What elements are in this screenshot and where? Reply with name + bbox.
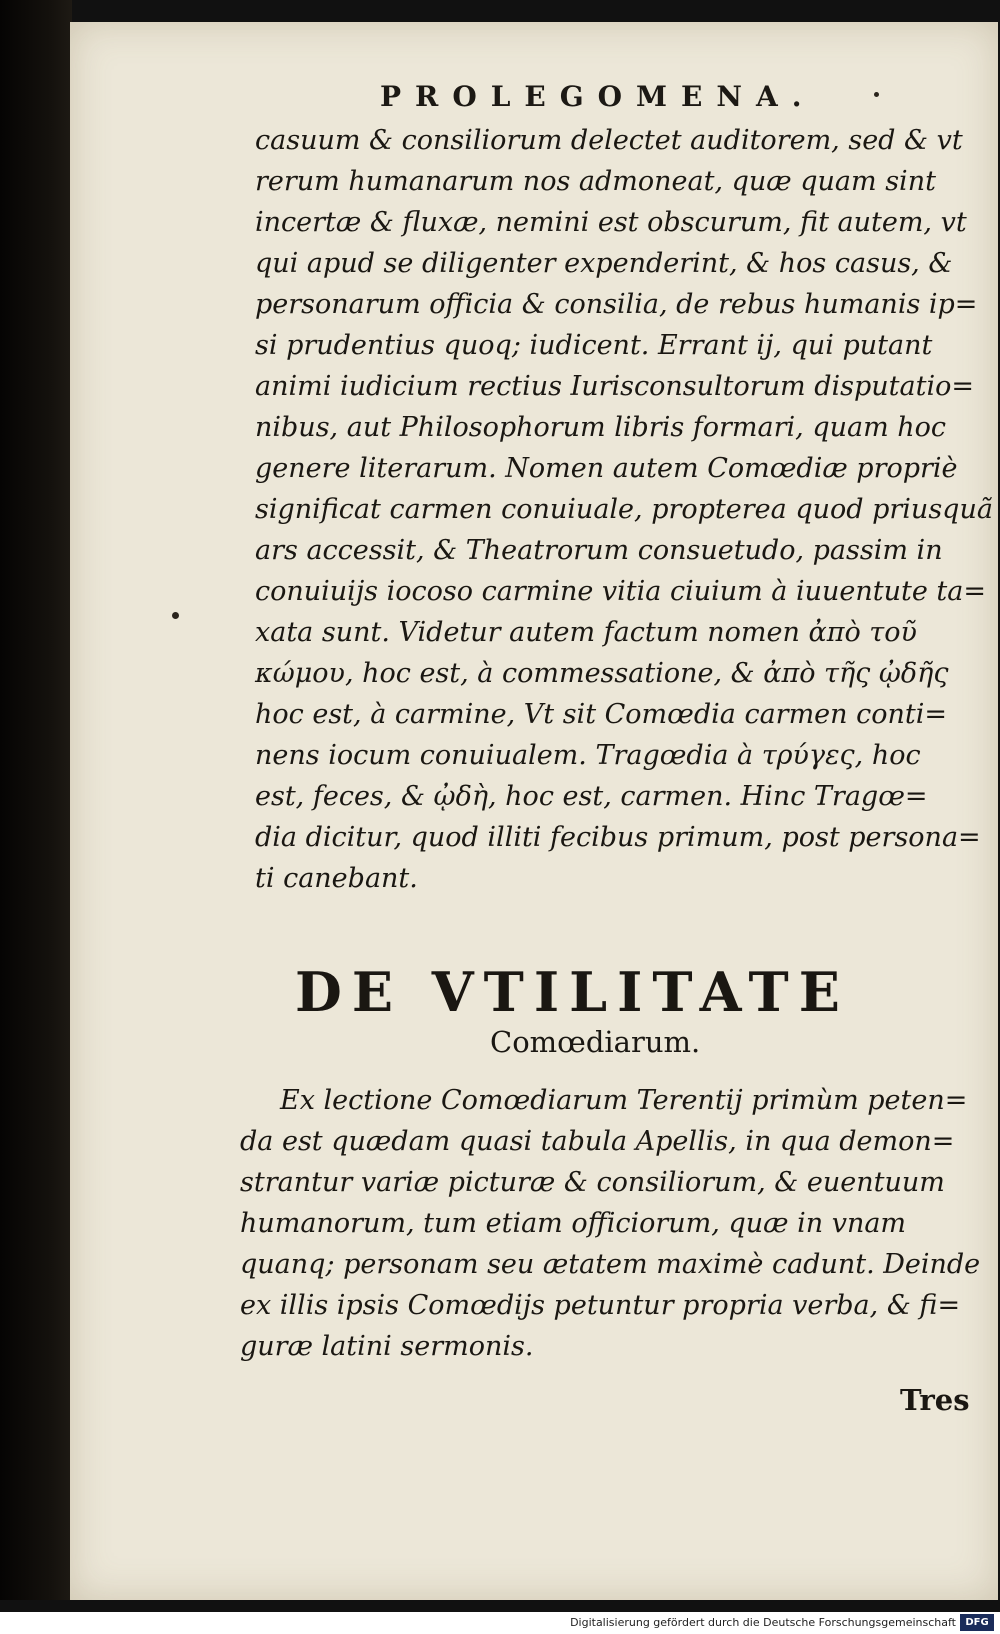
dfg-logo: DFG (960, 1614, 994, 1631)
text-line: qui apud se diligenter expenderint, & hos casus, & (255, 248, 953, 279)
text-line: nibus, aut Philosophorum libris formari, quam hoc (255, 412, 947, 443)
text-line: casuum & consiliorum delectet auditorem, sed & vt (255, 125, 963, 156)
text-line: incertæ & fluxæ, nemini est obscurum, fit autem, vt (255, 207, 967, 238)
text-line: da est quædam quasi tabula Apellis, in qua demon= (240, 1126, 955, 1157)
text-line: nens iocum conuiualem. Tragœdia à τρύγες, hoc (255, 740, 921, 771)
text-line: personarum officia & consilia, de rebus humanis ip= (255, 289, 978, 320)
text-line: ex illis ipsis Comœdijs petuntur propria verba, & fi= (240, 1290, 961, 1321)
text-line: dia dicitur, quod illiti fecibus primum, post persona= (255, 822, 981, 853)
text-line: κώμου, hoc est, à commessatione, & ἀπὸ τῆς ᾠδῆς (255, 658, 949, 689)
text-line: hoc est, à carmine, Vt sit Comœdia carmen conti= (255, 699, 947, 730)
text-line: quanq; personam seu ætatem maximè cadunt. Deinde (240, 1249, 981, 1280)
section-subheading: Comœdiarum. (490, 1025, 701, 1059)
text-line: rerum humanarum nos admoneat, quæ quam sint (255, 166, 936, 197)
running-head: PROLEGOMENA. (380, 80, 816, 113)
text-line: est, feces, & ᾠδὴ, hoc est, carmen. Hinc Tragœ= (255, 781, 928, 812)
catchword: Tres (900, 1383, 970, 1417)
text-line: humanorum, tum etiam officiorum, quæ in vnam (240, 1208, 907, 1239)
text-line: ars accessit, & Theatrorum consuetudo, passim in (255, 535, 943, 566)
second-text-block (240, 1080, 981, 1380)
text-line: strantur variæ picturæ & consiliorum, & euentuum (240, 1167, 945, 1198)
text-line: si prudentius quoq; iudicent. Errant ij, qui putant (255, 330, 933, 361)
body-text-block (255, 120, 993, 900)
margin-ink-dot (172, 612, 179, 619)
text-line: conuiuijs iocoso carmine vitia ciuium à iuuentute ta= (255, 576, 986, 607)
book-spine-shadow (0, 0, 72, 1600)
text-line: genere literarum. Nomen autem Comœdiæ propriè (255, 453, 958, 484)
text-line: ti canebant. (255, 863, 418, 894)
text-line: xata sunt. Videtur autem factum nomen ἀπὸ τοῦ (255, 617, 917, 648)
text-line: Ex lectione Comœdiarum Terentij primùm peten= (280, 1085, 968, 1116)
digitization-footer (0, 1612, 1000, 1634)
section-heading: DE VTILITATE (295, 960, 850, 1024)
text-line: significat carmen conuiuale, propterea quod priusquã (255, 494, 993, 525)
text-line: guræ latini sermonis. (240, 1331, 534, 1362)
text-line: animi iudicium rectius Iurisconsultorum disputatio= (255, 371, 974, 402)
funding-credit: Digitalisierung gefördert durch die Deutsche Forschungsgemeinschaft (570, 1616, 956, 1629)
margin-ink-dot (874, 92, 879, 97)
